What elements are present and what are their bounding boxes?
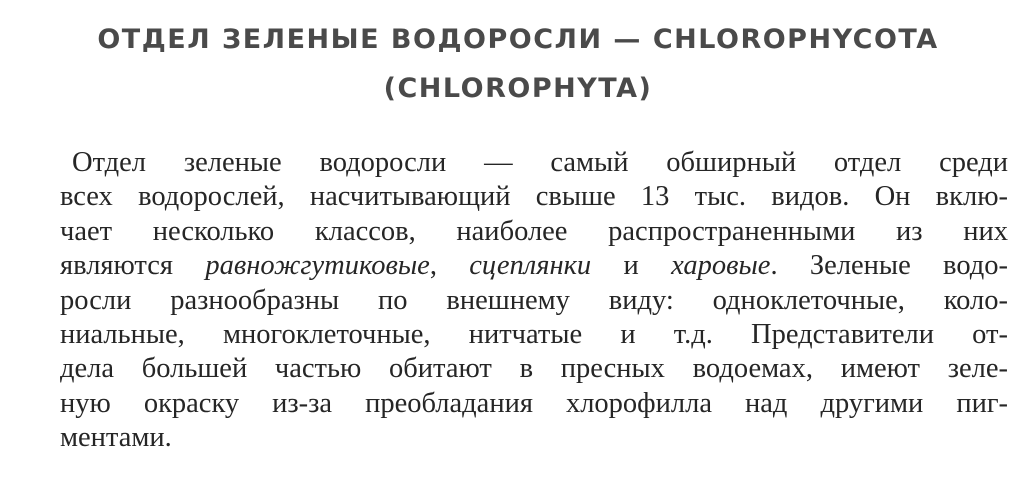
paragraph-line: росли разнообразны по внешнему виду: одноклеточные, коло-: [60, 284, 1008, 316]
text-fragment: . Зеленые водо-: [770, 250, 1008, 282]
text-fragment: и: [591, 250, 672, 282]
paragraph-line: дела большей частью обитают в пресных водоемах, имеют зеле-: [60, 353, 1008, 385]
body-paragraph: [60, 146, 1008, 456]
italic-term-class: равножгутиковые: [205, 250, 430, 282]
paragraph-line: Отдел зеленые водоросли — самый обширный отдел среди: [72, 147, 1008, 178]
paragraph-line: [60, 249, 1008, 283]
text-fragment: являются: [60, 250, 206, 282]
paragraph-line: всех водорослей, насчитывающий свыше 13 тыс. видов. Он вклю-: [60, 181, 1008, 213]
section-title-line-1: ОТДЕЛ ЗЕЛЕНЫЕ ВОДОРОСЛИ — CHLOROPHYCOTA: [97, 24, 939, 55]
section-title-line-2: (CHLOROPHYTA): [383, 73, 653, 104]
paragraph-line: ментами.: [60, 422, 172, 454]
italic-term-class: харовые: [671, 250, 771, 282]
paragraph-line: ную окраску из-за преобладания хлорофилла над другими пиг-: [60, 387, 1008, 419]
text-fragment: ,: [429, 250, 470, 282]
italic-term-class: сцеплянки: [469, 250, 592, 282]
paragraph-line: ниальные, многоклеточные, нитчатые и т.д. Представители от-: [60, 318, 1008, 350]
paragraph-line: чает несколько классов, наиболее распространенными из них: [60, 215, 1008, 247]
